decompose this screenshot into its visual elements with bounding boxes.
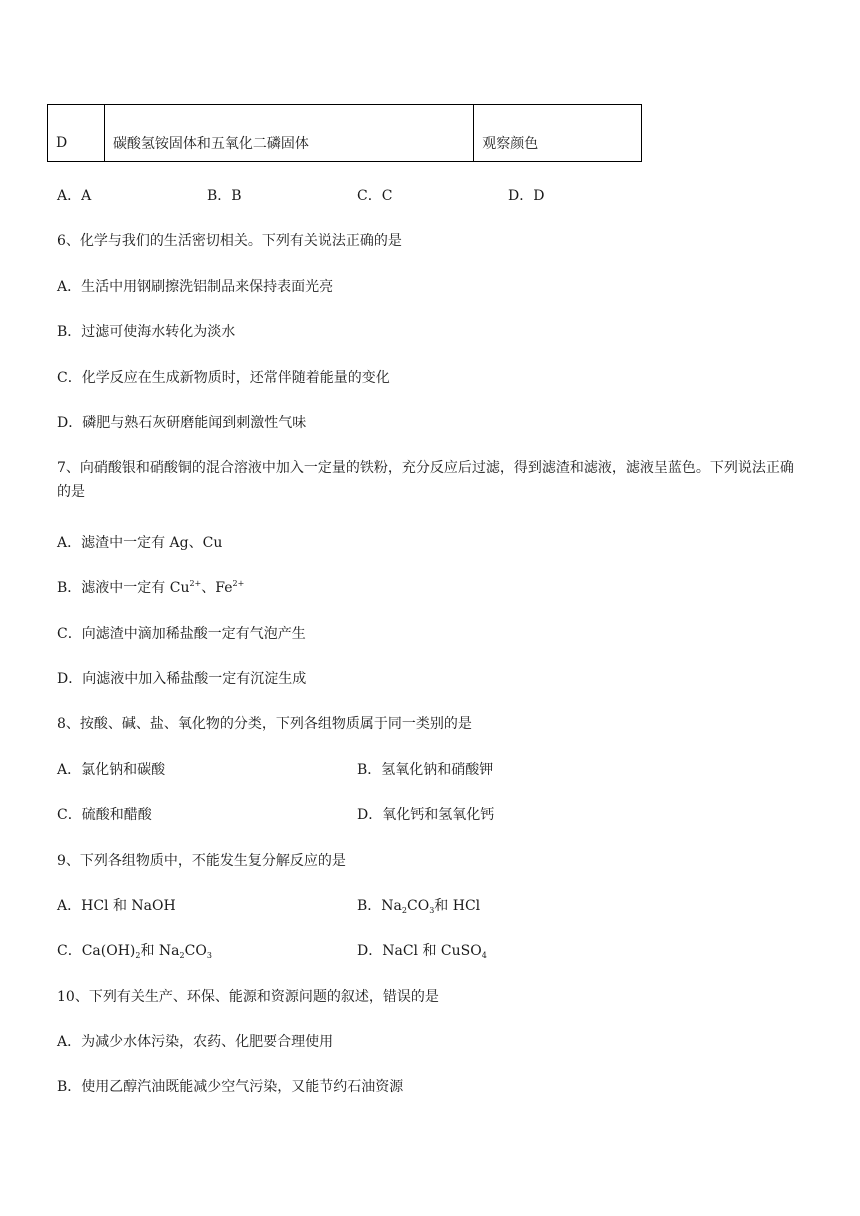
- q9-option-b-t2: CO: [406, 898, 430, 914]
- q5-option-b: B．B: [207, 188, 242, 204]
- q9-option-a: A．HCl 和 NaOH: [57, 898, 176, 914]
- q7-stem: 7、向硝酸银和硝酸铜的混合溶液中加入一定量的铁粉，充分反应后过滤，得到滤渣和滤液，滤液呈蓝色。下列说法正确的是: [57, 460, 794, 500]
- q7-option-c: C．向滤渣中滴加稀盐酸一定有气泡产生: [57, 626, 306, 642]
- q7-option-b-sup2: 2+: [232, 579, 245, 588]
- q9-option-b: [357, 896, 480, 916]
- q7-option-a: A．滤渣中一定有 Ag、Cu: [57, 535, 223, 551]
- q9-option-c-t3: CO: [184, 943, 207, 959]
- q10-option-b: B．使用乙醇汽油既能减少空气污染，又能节约石油资源: [57, 1079, 404, 1095]
- table-cell-label: D: [48, 105, 105, 162]
- q10-stem: 10、下列有关生产、环保、能源和资源问题的叙述，错误的是: [57, 989, 439, 1005]
- q9-option-c-t1: C．Ca(OH): [57, 943, 136, 959]
- q9-option-d-s1: 4: [481, 951, 487, 960]
- q9-option-b-s1: 2: [401, 906, 407, 915]
- q9-option-b-t1: B．Na: [357, 898, 402, 914]
- q9-option-b-s2: 3: [429, 906, 435, 915]
- q9-option-b-t3: 和 HCl: [434, 898, 481, 914]
- q7-option-b: [57, 578, 244, 598]
- q8-option-b: B．氢氧化钠和硝酸钾: [357, 762, 494, 778]
- q9-option-d: [357, 941, 487, 961]
- q9-option-c-t2: 和 Na: [140, 943, 180, 959]
- q6-option-a: A．生活中用钢刷擦洗铝制品来保持表面光亮: [57, 279, 334, 295]
- q7-option-d: D．向滤液中加入稀盐酸一定有沉淀生成: [57, 671, 307, 687]
- q7-option-b-text: B．滤液中一定有 Cu: [57, 580, 190, 596]
- option-table: [47, 104, 642, 162]
- q6-stem: 6、化学与我们的生活密切相关。下列有关说法正确的是: [57, 233, 402, 249]
- q8-option-c: C．硫酸和醋酸: [57, 807, 152, 823]
- q8-option-d: D．氧化钙和氢氧化钙: [357, 807, 495, 823]
- q9-stem: 9、下列各组物质中，不能发生复分解反应的是: [57, 853, 346, 869]
- table-row: [48, 105, 642, 162]
- q9-option-c: [57, 941, 212, 961]
- q7-option-b-sup1: 2+: [189, 579, 202, 588]
- q10-option-a: A．为减少水体污染，农药、化肥要合理使用: [57, 1034, 334, 1050]
- q9-option-c-s2: 2: [179, 951, 185, 960]
- q5-option-c: C．C: [357, 188, 393, 204]
- q9-option-d-t1: D．NaCl 和 CuSO: [357, 943, 482, 959]
- q8-option-a: A．氯化钠和碳酸: [57, 762, 166, 778]
- table-cell-method: 观察颜色: [474, 105, 642, 162]
- q6-option-b: B．过滤可使海水转化为淡水: [57, 324, 236, 340]
- q9-option-c-s3: 3: [206, 951, 212, 960]
- table-cell-substances: 碳酸氢铵固体和五氧化二磷固体: [104, 105, 473, 162]
- q9-option-c-s1: 2: [135, 951, 141, 960]
- q5-option-d: D．D: [508, 188, 545, 204]
- q5-option-a: A．A: [57, 188, 92, 204]
- q8-stem: 8、按酸、碱、盐、氧化物的分类，下列各组物质属于同一类别的是: [57, 716, 472, 732]
- q7-option-b-mid: 、Fe: [201, 580, 233, 596]
- q6-option-c: C．化学反应在生成新物质时，还常伴随着能量的变化: [57, 370, 390, 386]
- q6-option-d: D．磷肥与熟石灰研磨能闻到刺激性气味: [57, 415, 307, 431]
